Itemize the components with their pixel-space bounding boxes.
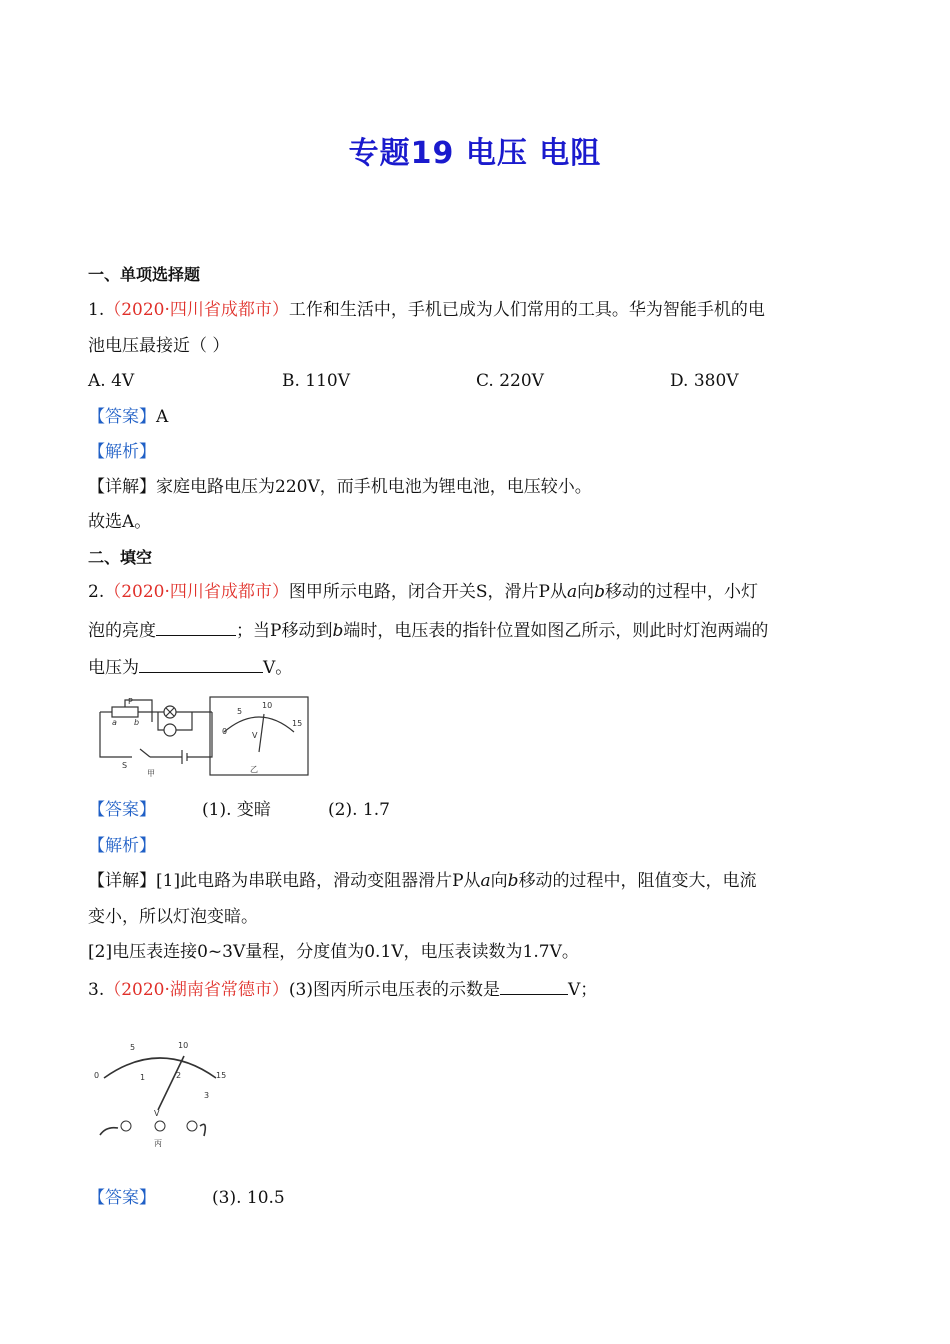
q2-text: 电压为 [88, 658, 139, 678]
q1-number: 1. [88, 300, 105, 320]
page-title: 专题19 电压 电阻 [348, 136, 602, 171]
tick-label: 10 [262, 701, 273, 710]
q2-text: 泡的亮度 [88, 621, 156, 641]
q3-answer-1: (3). 10.5 [212, 1188, 285, 1208]
q1-detail: 家庭电路电压为220V，而手机电池为锂电池，电压较小。 [156, 477, 592, 497]
voltmeter-needle [158, 1056, 184, 1110]
q1-detail-line [88, 475, 862, 499]
q2-line1 [88, 580, 862, 604]
q2-blank-1[interactable] [156, 617, 236, 636]
q2-answer-1: (1). 变暗 [202, 800, 271, 820]
q2-detail-2: 变小，所以灯泡变暗。 [88, 907, 258, 927]
tick-label-small: 2 [176, 1071, 182, 1080]
answer-tag: 【答案】 [88, 1188, 156, 1208]
q2-detail-3: [2]电压表连接0~3V量程，分度值为0.1V，电压表读数为1.7V。 [88, 942, 579, 962]
q3-text: V； [568, 980, 598, 1000]
q1-option-b: B. 110V [282, 371, 351, 391]
answer-tag: 【答案】 [88, 800, 156, 820]
q2-line3 [88, 654, 862, 680]
q1-line1 [88, 298, 862, 322]
q2-number: 2. [88, 582, 105, 602]
q2-text: 图甲所示电路，闭合开关S，滑片P从 [288, 582, 567, 602]
voltmeter-icon [164, 724, 176, 736]
tick-label: 0 [94, 1071, 100, 1080]
q2-detail-1 [88, 869, 862, 893]
voltmeter-dial [104, 1058, 216, 1078]
q1-stem-2: 池电压最接近（ ） [88, 336, 230, 356]
q3-line1 [88, 976, 862, 1002]
q3-figure [92, 1040, 232, 1150]
tick-label: 0 [222, 727, 228, 736]
rheostat [112, 707, 138, 717]
q2-text: V。 [263, 658, 293, 678]
q1-answer-line [88, 405, 862, 429]
q3-source: （2020·湖南省常德市） [104, 980, 289, 1000]
q2-answer-line [88, 798, 862, 822]
q3-blank[interactable] [500, 976, 568, 995]
q2-line2 [88, 617, 862, 643]
q2-text: 向 [577, 582, 595, 602]
q1-answer: A [156, 407, 169, 427]
analysis-tag: 【解析】 [88, 442, 156, 462]
section-heading-fill-in: 二、填空 [88, 548, 153, 567]
q2-detail-text: [1]此电路为串联电路，滑动变阻器滑片P从 [156, 871, 481, 891]
label-p: P [128, 697, 133, 706]
q2-text: 端时，电压表的指针位置如图乙所示，则此时灯泡两端的 [343, 621, 769, 641]
tick-label: 10 [178, 1041, 189, 1050]
label-a: a [112, 718, 117, 727]
q1-conclusion: 故选A。 [88, 512, 152, 532]
switch-s [140, 749, 150, 757]
var-a: a [567, 582, 578, 602]
q2-answer-2: (2). 1.7 [328, 800, 390, 820]
q3-answer-line [88, 1186, 862, 1210]
q1-option-a: A. 4V [88, 371, 135, 391]
q2-source: （2020·四川省成都市） [104, 582, 289, 602]
q1-stem-1: 工作和生活中，手机已成为人们常用的工具。华为智能手机的电 [288, 300, 765, 320]
detail-tag: 【详解】 [88, 871, 156, 891]
tick-label-small: 3 [204, 1091, 210, 1100]
answer-tag: 【答案】 [88, 407, 156, 427]
q1-option-c: C. 220V [476, 371, 544, 391]
label-jia: 甲 [147, 769, 155, 778]
label-v: V [252, 731, 258, 740]
tick-label: 15 [292, 719, 303, 728]
q3-text: (3)图丙所示电压表的示数是 [288, 980, 500, 1000]
q1-source: （2020·四川省成都市） [104, 300, 289, 320]
label-v: V [154, 1109, 160, 1118]
analysis-tag: 【解析】 [88, 836, 156, 856]
q3-number: 3. [88, 980, 105, 1000]
q2-blank-2[interactable] [139, 654, 263, 673]
tick-label-small: 1 [140, 1073, 146, 1082]
var-b: b [507, 871, 519, 891]
section-heading-single-choice: 一、单项选择题 [88, 265, 201, 284]
tick-label: 5 [237, 707, 243, 716]
label-b: b [134, 718, 140, 727]
label-yi: 乙 [250, 765, 258, 774]
var-b: b [332, 621, 344, 641]
detail-tag: 【详解】 [88, 477, 156, 497]
q2-text: ；当P移动到 [236, 621, 333, 641]
tick-label: 5 [130, 1043, 136, 1052]
q2-detail-text: 向 [490, 871, 508, 891]
var-a: a [480, 871, 491, 891]
q2-text: 移动的过程中，小灯 [605, 582, 759, 602]
q1-option-d: D. 380V [670, 371, 739, 391]
label-bing: 丙 [154, 1139, 162, 1148]
q2-detail-text: 移动的过程中，阻值变大，电流 [518, 871, 757, 891]
tick-label: 15 [216, 1071, 227, 1080]
label-s: S [122, 761, 128, 770]
q2-figure [92, 692, 312, 784]
var-b: b [594, 582, 606, 602]
